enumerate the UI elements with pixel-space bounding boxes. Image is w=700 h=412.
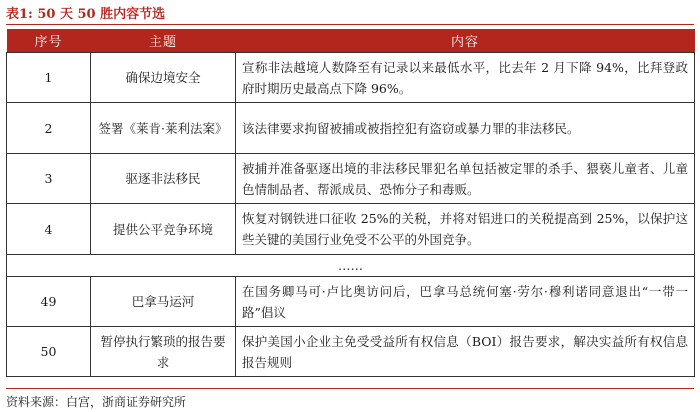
row-content: 恢复对钢铁进口征收 25%的关税，并将对铝进口的关税提高到 25%，以保护这些关键的美国行业免受不公平的外国竞争。 bbox=[236, 204, 695, 255]
footer-divider bbox=[6, 388, 694, 389]
row-no: 2 bbox=[7, 103, 91, 154]
row-content: 在国务卿马可·卢比奥访问后，巴拿马总统何塞·劳尔·穆利诺同意退出“一带一路”倡议 bbox=[236, 277, 695, 327]
header-topic: 主题 bbox=[91, 29, 236, 53]
table-title: 表1: 50 天 50 胜内容节选 bbox=[6, 7, 166, 22]
table-row bbox=[7, 53, 695, 103]
row-content: 宣称非法越境人数降至有记录以来最低水平，比去年 2 月下降 94%，比拜登政府时期历史最高点下降 96%。 bbox=[236, 53, 695, 103]
row-topic: 暂停执行繁琐的报告要求 bbox=[91, 327, 236, 377]
header-no: 序号 bbox=[7, 29, 91, 53]
row-content: 保护美国小企业主免受受益所有权信息（BOI）报告要求，解决实益所有权信息报告规则 bbox=[236, 327, 695, 377]
row-topic: 确保边境安全 bbox=[91, 53, 236, 103]
table-row bbox=[7, 277, 695, 327]
row-content: 被捕并准备驱逐出境的非法移民罪犯名单包括被定罪的杀手、猥亵儿童者、儿童色情制品者、帮派成员、恐怖分子和毒贩。 bbox=[236, 154, 695, 204]
row-no: 50 bbox=[7, 327, 91, 377]
row-no: 4 bbox=[7, 204, 91, 255]
header-content: 内容 bbox=[236, 29, 695, 53]
table-row bbox=[7, 327, 695, 377]
row-no: 3 bbox=[7, 154, 91, 204]
row-topic: 签署《莱肯·莱利法案》 bbox=[91, 103, 236, 154]
row-topic: 提供公平竞争环境 bbox=[91, 204, 236, 255]
content-table bbox=[6, 29, 695, 377]
row-content: 该法律要求拘留被捕或被指控犯有盗窃或暴力罪的非法移民。 bbox=[236, 103, 695, 154]
row-no: 1 bbox=[7, 53, 91, 103]
source-note: 资料来源：白宫，浙商证券研究所 bbox=[6, 395, 187, 409]
table-header-row bbox=[7, 29, 695, 53]
table-row bbox=[7, 204, 695, 255]
row-no: 49 bbox=[7, 277, 91, 327]
ellipsis-text: …… bbox=[7, 255, 695, 277]
table-row bbox=[7, 154, 695, 204]
title-divider bbox=[6, 24, 694, 25]
row-topic: 巴拿马运河 bbox=[91, 277, 236, 327]
table-row bbox=[7, 103, 695, 154]
ellipsis-row bbox=[7, 255, 695, 277]
row-topic: 驱逐非法移民 bbox=[91, 154, 236, 204]
